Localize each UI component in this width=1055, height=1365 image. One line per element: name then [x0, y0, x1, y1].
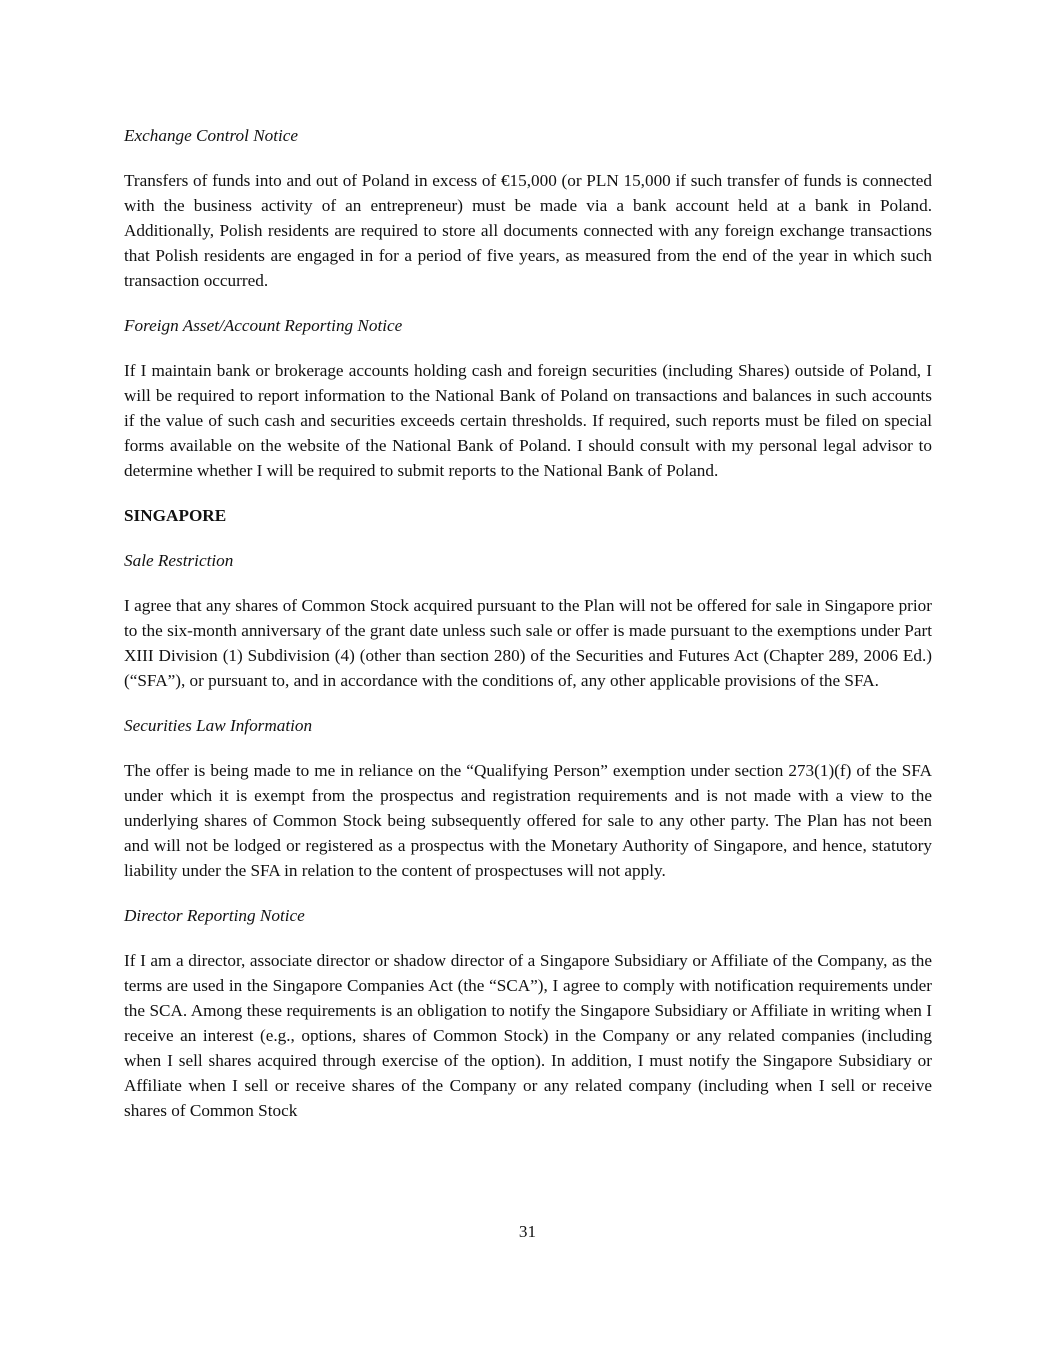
sale-restriction-heading: Sale Restriction [124, 551, 234, 570]
exchange-control-paragraph: Transfers of funds into and out of Poland in excess of €15,000 (or PLN 15,000 if such transfer of funds is connected with the business activity of an entrepreneur) must be made via a bank account held at a bank in Poland. Additionally, Polish residents are required to store all documents connected with any foreign exchange transactions that Polish residents are engaged in for a period of five years, as measured from the end of the year in which such transaction occurred. [124, 171, 932, 290]
director-reporting-heading: Director Reporting Notice [124, 906, 305, 925]
director-reporting-paragraph: If I am a director, associate director or shadow director of a Singapore Subsidiary or Affiliate of the Company, as the terms are used in the Singapore Companies Act (the “SCA”), I agree to comply with notification requirements under the SCA. Among these requirements is an obligation to notify the Singapore Subsidiary or Affiliate in writing when I receive an interest (e.g., options, shares of Common Stock) in the Company or any related companies (including when I sell shares acquired through exercise of the option). In addition, I must notify the Singapore Subsidiary or Affiliate when I sell or receive shares of the Company or any related company (including when I sell or receive shares of Common Stock [124, 951, 932, 1120]
securities-law-heading: Securities Law Information [124, 716, 313, 735]
document-page [124, 123, 932, 1143]
singapore-heading: SINGAPORE [124, 506, 227, 525]
foreign-asset-heading: Foreign Asset/Account Reporting Notice [124, 316, 403, 335]
foreign-asset-paragraph: If I maintain bank or brokerage accounts holding cash and foreign securities (including Shares) outside of Poland, I will be required to report information to the National Bank of Poland on transactions and balances in such accounts if the value of such cash and securities exceeds certain thresholds. If required, such reports must be filed on special forms available on the website of the National Bank of Poland. I should consult with my personal legal advisor to determine whether I will be required to submit reports to the National Bank of Poland. [124, 361, 932, 480]
sale-restriction-paragraph: I agree that any shares of Common Stock acquired pursuant to the Plan will not be offered for sale in Singapore prior to the six-month anniversary of the grant date unless such sale or offer is made pursuant to the exemptions under Part XIII Division (1) Subdivision (4) (other than section 280) of the Securities and Futures Act (Chapter 289, 2006 Ed.) (“SFA”), or pursuant to, and in accordance with the conditions of, any other applicable provisions of the SFA. [124, 596, 932, 690]
page-number: 31 [518, 1222, 537, 1241]
securities-law-paragraph: The offer is being made to me in reliance on the “Qualifying Person” exemption under section 273(1)(f) of the SFA under which it is exempt from the prospectus and registration requirements and is not made with a view to the underlying shares of Common Stock being subsequently offered for sale to any other party. The Plan has not been and will not be lodged or registered as a prospectus with the Monetary Authority of Singapore, and hence, statutory liability under the SFA in relation to the content of prospectuses will not apply. [124, 761, 932, 880]
exchange-control-heading: Exchange Control Notice [124, 126, 299, 145]
